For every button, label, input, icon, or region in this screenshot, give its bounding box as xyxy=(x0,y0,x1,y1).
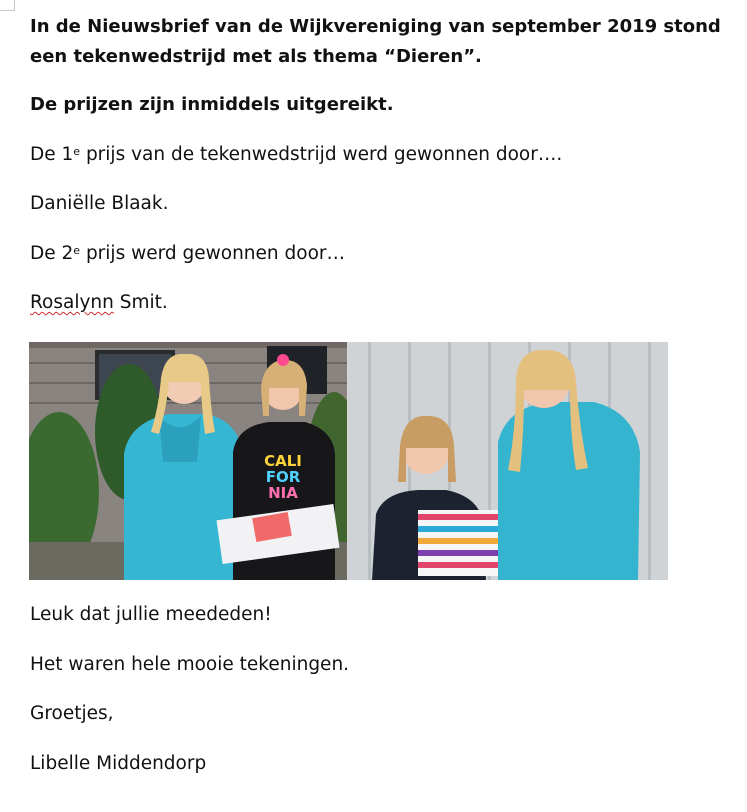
awarded-paragraph: De prijzen zijn inmiddels uitgereikt. xyxy=(30,94,394,115)
intro-paragraph: In de Nieuwsbrief van de Wijkvereniging van september 2019 stond een tekenwedstrijd met als thema “Dieren”. xyxy=(30,16,721,67)
spellcheck-flagged-word[interactable]: Rosalynn xyxy=(30,292,114,313)
second-winner-rest: Smit. xyxy=(113,292,168,313)
shirt-print-text xyxy=(264,452,302,502)
first-prize-paragraph xyxy=(30,140,742,170)
second-prize-paragraph xyxy=(30,239,742,269)
first-winner-paragraph: Daniëlle Blaak. xyxy=(30,193,169,214)
shirt-print-word: NIA xyxy=(268,484,298,502)
closing-line-2: Het waren hele mooie tekeningen. xyxy=(30,653,350,675)
photo-second-prize-image xyxy=(348,342,668,580)
document-body xyxy=(30,12,742,318)
signature-name: Libelle Middendorp xyxy=(30,752,207,774)
first-prize-suffix: prijs van de tekenwedstrijd werd gewonnen door…. xyxy=(80,143,563,165)
photo-second-prize xyxy=(348,342,668,580)
page-corner-mark xyxy=(0,0,15,11)
shirt-print-word: CALI xyxy=(264,452,302,470)
second-prize-prefix: De 2 xyxy=(30,242,74,264)
closing-section xyxy=(30,600,349,779)
california-shirt-print xyxy=(264,452,302,502)
photo-first-prize-image xyxy=(29,342,347,580)
second-prize-suffix: prijs werd gewonnen door… xyxy=(80,242,346,264)
closing-line-1: Leuk dat jullie meededen! xyxy=(30,604,272,625)
photo-first-prize xyxy=(29,342,347,580)
winners-photo xyxy=(29,342,668,580)
first-prize-prefix: De 1 xyxy=(30,143,74,165)
second-winner-paragraph xyxy=(30,288,742,318)
first-prize-superscript: e xyxy=(73,144,81,158)
shirt-print-word: FOR xyxy=(265,468,301,486)
closing-line-3: Groetjes, xyxy=(30,703,114,724)
second-prize-superscript: e xyxy=(73,243,81,257)
